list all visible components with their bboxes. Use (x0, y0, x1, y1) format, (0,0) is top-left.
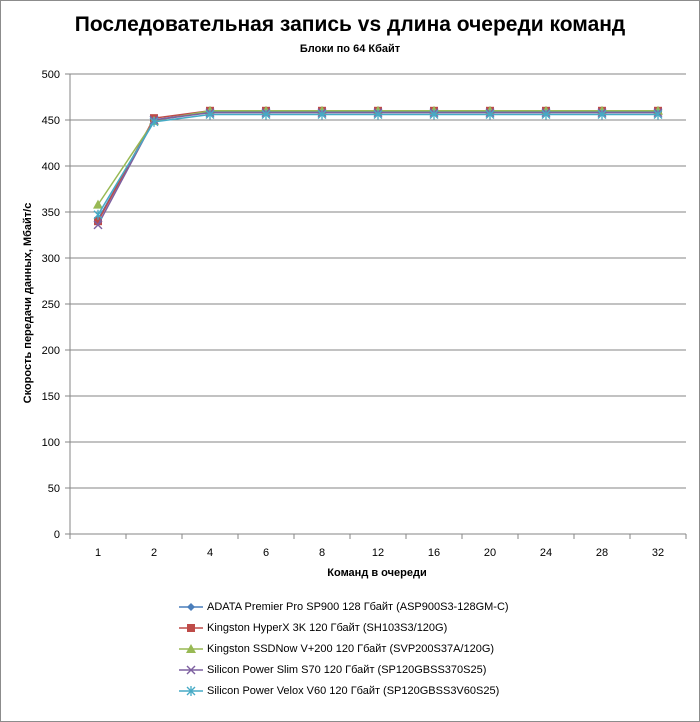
plot-area (1, 1, 699, 591)
legend-swatch (179, 664, 203, 676)
x-tick-label: 6 (262, 547, 270, 559)
y-tick-label: 400 (41, 161, 60, 173)
legend-label: Silicon Power Slim S70 120 Гбайт (SP120GBSS370S25) (207, 664, 487, 676)
legend-label: ADATA Premier Pro SP900 128 Гбайт (ASP900S3-128GM-C) (207, 601, 509, 613)
legend-swatch (179, 685, 203, 697)
x-tick-label: 2 (150, 547, 158, 559)
series-5 (94, 109, 662, 219)
series-3 (93, 106, 663, 209)
y-tick-label: 150 (41, 391, 60, 403)
chart-subtitle: Блоки по 64 Кбайт (299, 43, 401, 55)
legend-marker (187, 624, 195, 632)
series-line-3 (98, 111, 658, 205)
y-tick-label: 200 (41, 345, 60, 357)
chart-title: Последовательная запись vs длина очереди команд (74, 13, 626, 36)
y-tick-label: 0 (53, 529, 60, 541)
y-tick-label: 250 (41, 299, 60, 311)
legend-label: Kingston HyperX 3K 120 Гбайт (SH103S3/120G) (207, 622, 448, 634)
series-4 (94, 109, 662, 229)
legend-label: Silicon Power Velox V60 120 Гбайт (SP120GBSS3V60S25) (207, 685, 500, 697)
x-tick-label: 32 (651, 547, 665, 559)
y-tick-label: 100 (41, 437, 60, 449)
legend-swatch (179, 601, 203, 613)
y-tick-label: 300 (41, 253, 60, 265)
x-tick-label: 12 (371, 547, 385, 559)
x-tick-label: 20 (483, 547, 497, 559)
x-tick-label: 28 (595, 547, 609, 559)
series-line-4 (98, 113, 658, 225)
series-line-5 (98, 114, 658, 214)
y-tick-label: 350 (41, 207, 60, 219)
y-tick-label: 50 (47, 483, 60, 495)
x-tick-label: 24 (539, 547, 553, 559)
x-tick-label: 8 (318, 547, 326, 559)
y-tick-label: 500 (41, 69, 60, 81)
legend-swatch (179, 622, 203, 634)
x-axis-title: Команд в очереди (327, 567, 427, 579)
x-tick-label: 16 (427, 547, 441, 559)
y-axis-title: Скорость передачи данных, Мбайт/с (22, 202, 34, 404)
y-tick-label: 450 (41, 115, 60, 127)
legend-label: Kingston SSDNow V+200 120 Гбайт (SVP200S37A/120G) (207, 643, 495, 655)
legend-swatch (179, 643, 203, 655)
x-tick-label: 1 (94, 547, 102, 559)
x-tick-label: 4 (206, 547, 214, 559)
data-point (93, 200, 103, 209)
legend-marker (187, 603, 195, 611)
